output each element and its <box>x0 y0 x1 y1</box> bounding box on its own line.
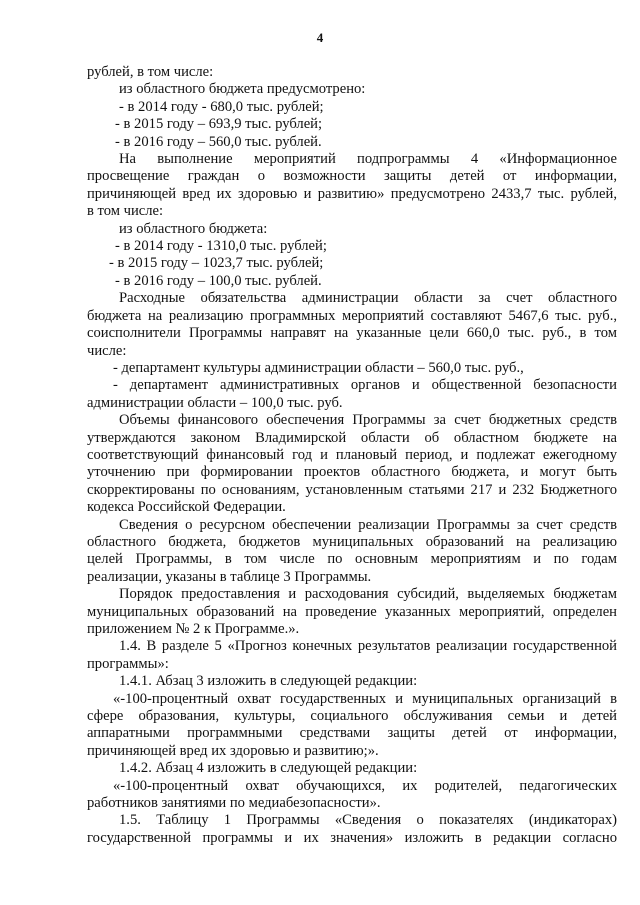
text-line: - в 2015 году – 1023,7 тыс. рублей; <box>109 255 324 272</box>
text-line: - в 2014 году - 1310,0 тыс. рублей; <box>115 238 327 255</box>
text-line: 1.5. Таблицу 1 Программы «Сведения о показателях (индикаторах) <box>119 812 617 829</box>
text-line: рублей, в том числе: <box>87 64 214 80</box>
text-line: просвещение граждан о возможности защиты детей от информации, <box>87 168 617 185</box>
text-line: в том числе: <box>87 203 164 220</box>
text-line: Расходные обязательства администрации области за счет областного <box>119 290 617 307</box>
text-line: приложением № 2 к Программе.». <box>87 621 300 637</box>
text-line: целей Программы, в том числе по основным мероприятиям и по годам <box>87 551 617 568</box>
text-line: бюджета на реализацию программных мероприятий составляют 5467,6 тыс. руб., <box>87 307 617 324</box>
text-line: уточнению при формировании проектов областного бюджета, и могут быть <box>87 464 617 481</box>
text-line: скорректированы по основаниям, установленным статьями 217 и 232 Бюджетного <box>87 481 617 498</box>
text-line: областного бюджета, бюджетов муниципальных образований на реализацию <box>87 533 617 550</box>
text-line: Объемы финансового обеспечения Программы за счет бюджетных средств <box>119 412 617 429</box>
text-line: муниципальных образований на проведение указанных мероприятий, определен <box>87 603 617 620</box>
text-line: причиняющей вред их здоровью и развитию» предусмотрено 2433,7 тыс. рублей, <box>87 185 617 202</box>
text-line: Сведения о ресурсном обеспечении реализации Программы за счет средств <box>119 516 617 533</box>
text-line: - департамент административных органов и общественной безопасности <box>113 377 617 394</box>
text-line: «-100-процентный охват обучающихся, их родителей, педагогических <box>113 777 617 794</box>
text-line: числе: <box>87 342 127 359</box>
text-line: реализации, указаны в таблице 3 Программы. <box>87 568 372 585</box>
document-body <box>87 64 617 847</box>
text-line: - в 2014 году - 680,0 тыс. рублей; <box>119 98 324 115</box>
text-line: государственной программы и их значения» изложить в редакции согласно <box>87 829 617 846</box>
text-line: аппаратными программными средствами защиты детей от информации, <box>87 725 617 742</box>
text-line: - в 2015 году – 693,9 тыс. рублей; <box>115 116 323 133</box>
text-line: утверждаются законом Владимирской области об областном бюджете на <box>87 429 617 446</box>
text-line: - в 2016 году – 100,0 тыс. рублей. <box>115 272 322 289</box>
text-line: 1.4.2. Абзац 4 изложить в следующей редакции: <box>119 760 418 777</box>
text-line: На выполнение мероприятий подпрограммы 4 «Информационное <box>119 151 617 168</box>
text-line: причиняющей вред их здоровью и развитию;». <box>87 742 379 759</box>
text-line: «-100-процентный охват государственных и муниципальных организаций в <box>113 690 617 707</box>
page-number: 4 <box>316 30 324 45</box>
text-line: соответствующий финансовый год и плановый период, и подлежат ежегодному <box>87 446 617 463</box>
text-line: соисполнители Программы направят на указанные цели 660,0 тыс. руб., в том <box>87 325 617 342</box>
text-line: работников занятиями по медиабезопасности». <box>87 795 381 812</box>
text-line: из областного бюджета предусмотрено: <box>119 81 366 98</box>
text-line: 1.4.1. Абзац 3 изложить в следующей редакции: <box>119 673 418 690</box>
text-line: Порядок предоставления и расходования субсидий, выделяемых бюджетам <box>119 586 617 603</box>
text-line: из областного бюджета: <box>119 220 268 237</box>
text-line: - департамент культуры администрации области – 560,0 тыс. руб., <box>113 359 524 376</box>
text-line: 1.4. В разделе 5 «Прогноз конечных результатов реализации государственной <box>119 638 617 655</box>
text-line: программы»: <box>87 655 169 672</box>
text-line: сфере образования, культуры, социального обслуживания семьи и детей <box>87 708 617 725</box>
text-line: кодекса Российской Федерации. <box>87 499 286 516</box>
text-line: администрации области – 100,0 тыс. руб. <box>87 394 343 411</box>
text-line: - в 2016 году – 560,0 тыс. рублей. <box>115 133 322 150</box>
